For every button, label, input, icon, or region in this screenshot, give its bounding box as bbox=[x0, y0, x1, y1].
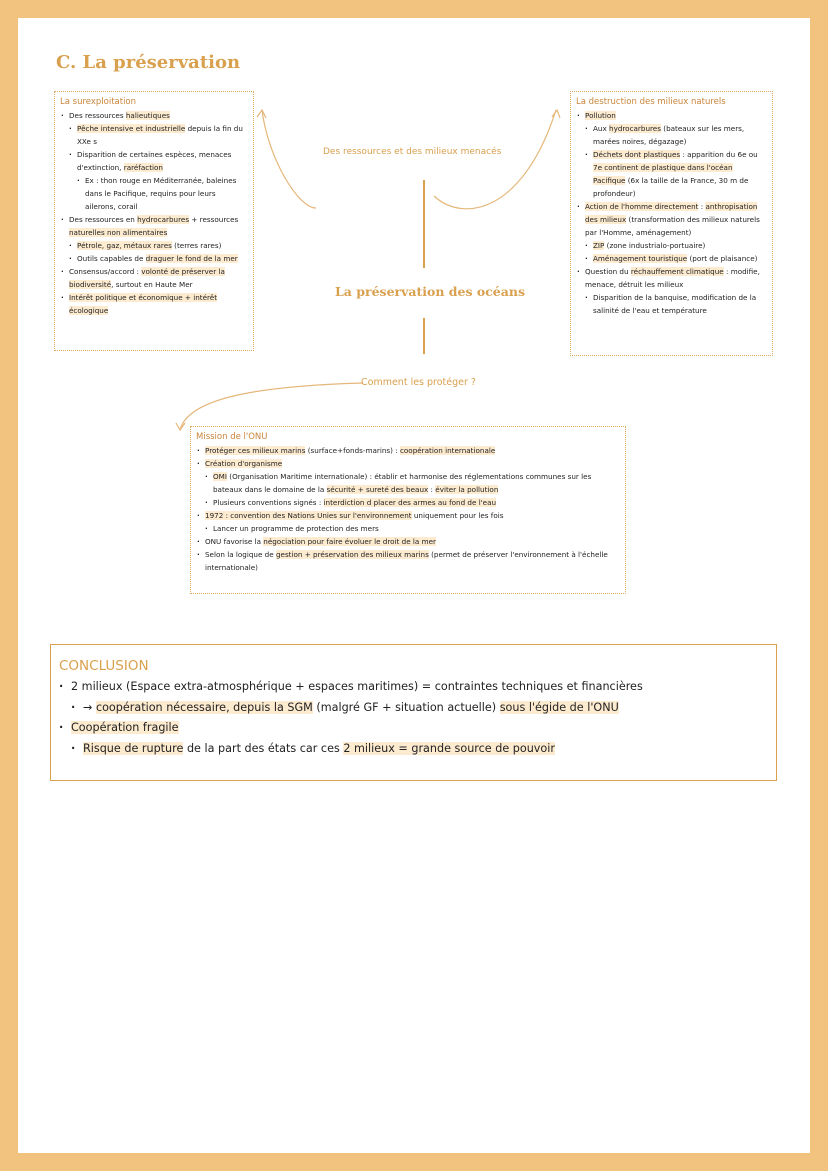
box-surexploitation bbox=[54, 91, 254, 351]
box-destruction bbox=[570, 91, 773, 356]
onu-item bbox=[204, 522, 620, 535]
text: (zone industrialo-portuaire) bbox=[604, 241, 706, 250]
highlighted-text: Coopération fragile bbox=[71, 721, 179, 734]
highlighted-text: réchauffement climatique bbox=[630, 267, 724, 276]
text: Des ressources en bbox=[69, 215, 138, 224]
vertical-line-bottom bbox=[423, 318, 425, 354]
text: (Organisation Maritime internationale) : établir et harmonise des réglementations communes sur les bateaux dans le domaine de la bbox=[213, 472, 592, 494]
highlighted-text: Pollution bbox=[585, 111, 616, 120]
highlighted-text: draguer le fond de la mer bbox=[145, 254, 238, 263]
conclusion-heading: CONCLUSION bbox=[59, 658, 149, 674]
destruction-item bbox=[584, 252, 767, 265]
surexploitation-item bbox=[60, 291, 248, 317]
text: Outils capables de bbox=[77, 254, 146, 263]
surexploitation-item bbox=[60, 109, 248, 122]
arrowhead-left bbox=[257, 110, 266, 118]
text: + ressources bbox=[189, 215, 239, 224]
text: Question du bbox=[585, 267, 631, 276]
text: Selon la logique de bbox=[205, 550, 276, 559]
surexploitation-item bbox=[60, 213, 248, 239]
highlighted-text: Pétrole, gaz, métaux rares bbox=[77, 241, 172, 250]
label-proteger: Comment les protéger ? bbox=[361, 377, 476, 388]
highlighted-text: OMI bbox=[213, 472, 227, 481]
highlighted-text: ZIP bbox=[593, 241, 605, 250]
arrow-to-destruction bbox=[434, 110, 556, 209]
highlighted-text: sous l'égide de l'ONU bbox=[499, 700, 619, 714]
destruction-item bbox=[584, 239, 767, 252]
onu-list bbox=[196, 444, 620, 574]
text: Consensus/accord : bbox=[69, 267, 142, 276]
onu-item bbox=[196, 444, 620, 457]
onu-item bbox=[196, 548, 620, 574]
onu-heading: Mission de l'ONU bbox=[196, 432, 268, 442]
box-onu bbox=[190, 426, 626, 594]
highlighted-text: 2 milieux = grande source de pouvoir bbox=[343, 741, 555, 755]
highlighted-text: hydrocarbures bbox=[137, 215, 190, 224]
onu-item bbox=[196, 509, 620, 522]
vertical-line-top bbox=[423, 180, 425, 268]
highlighted-text: éviter la pollution bbox=[435, 485, 499, 494]
text: (bateaux sur les mers, marées noires, dégazage) bbox=[593, 124, 745, 146]
text: : modifie, menace, détruit les milieux bbox=[585, 267, 760, 289]
highlighted-text: 1972 : convention des Nations Unies sur l'environnement bbox=[205, 511, 412, 520]
surexploitation-list bbox=[60, 109, 248, 317]
highlighted-text: raréfaction bbox=[123, 163, 163, 172]
text: Lancer un programme de protection des mers bbox=[213, 524, 379, 533]
highlighted-text: Création d'organisme bbox=[205, 459, 283, 468]
text: (terres rares) bbox=[171, 241, 222, 250]
highlighted-text: sécurité + sureté des beaux bbox=[326, 485, 429, 494]
highlighted-text: Protéger ces milieux marins bbox=[205, 446, 306, 455]
highlighted-text: gestion + préservation des milieux marins bbox=[275, 550, 429, 559]
destruction-item bbox=[576, 200, 767, 239]
center-title: La préservation des océans bbox=[335, 284, 525, 299]
surexploitation-item bbox=[68, 252, 248, 265]
text: , surtout en Haute Mer bbox=[111, 280, 193, 289]
destruction-item bbox=[576, 265, 767, 291]
arrow-to-onu bbox=[180, 383, 363, 430]
highlighted-text: coopération nécessaire, depuis la SGM bbox=[95, 700, 313, 714]
destruction-item bbox=[576, 109, 767, 122]
text: Des ressources bbox=[69, 111, 126, 120]
text: Aux bbox=[593, 124, 610, 133]
conclusion-box bbox=[50, 644, 777, 781]
text: Plusieurs conventions signés : bbox=[213, 498, 324, 507]
text: (malgré GF + situation actuelle) bbox=[312, 700, 500, 714]
text: (permet de préserver l'environnement à l'échelle internationale) bbox=[205, 550, 608, 572]
highlighted-text: naturelles non alimentaires bbox=[69, 228, 168, 237]
text: depuis la fin du XXe s bbox=[77, 124, 243, 146]
text: (surface+fonds-marins) : bbox=[305, 446, 400, 455]
destruction-item bbox=[584, 148, 767, 200]
conclusion-item bbox=[59, 718, 768, 739]
highlighted-text: Action de l'homme directement bbox=[585, 202, 699, 211]
highlighted-text: Pêche intensive et industrielle bbox=[77, 124, 186, 133]
text: de la part des états car ces bbox=[183, 741, 344, 755]
highlighted-text: anthropisation des milieux bbox=[585, 202, 758, 224]
highlighted-text: Intérêt politique et économique + intérêt écologique bbox=[69, 293, 218, 315]
highlighted-text: 7e continent de plastique dans l'océan Pacifique bbox=[593, 163, 733, 185]
highlighted-text: hydrocarbures bbox=[609, 124, 661, 133]
text: Disparition de la banquise, modification de la salinité de l'eau et température bbox=[593, 293, 757, 315]
text: : apparition du 6e ou bbox=[680, 150, 758, 159]
text: (transformation des milieux naturels par l'Homme, aménagement) bbox=[585, 215, 760, 237]
surexploitation-item bbox=[60, 265, 248, 291]
arrow-to-surexploitation bbox=[262, 110, 316, 208]
destruction-heading: La destruction des milieux naturels bbox=[576, 97, 726, 107]
surexploitation-item bbox=[76, 174, 248, 213]
surexploitation-item bbox=[68, 148, 248, 174]
highlighted-text: Risque de rupture bbox=[83, 741, 184, 755]
text: uniquement pour les fois bbox=[411, 511, 504, 520]
text: → bbox=[83, 700, 96, 714]
surexploitation-item bbox=[68, 239, 248, 252]
section-title: C. La préservation bbox=[56, 52, 241, 73]
text: Ex : thon rouge en Méditerranée, baleines dans le Pacifique, requins pour leurs ailerons, corail bbox=[85, 176, 237, 211]
highlighted-text: négociation pour faire évoluer le droit de la mer bbox=[263, 537, 436, 546]
page bbox=[18, 18, 810, 1153]
highlighted-text: interdiction d placer des armes au fond de l'eau bbox=[323, 498, 497, 507]
onu-item bbox=[196, 535, 620, 548]
conclusion-list bbox=[59, 677, 768, 759]
conclusion-item bbox=[71, 698, 768, 719]
text: 2 milieux (Espace extra-atmosphérique + espaces maritimes) = contraintes techniques et financières bbox=[71, 680, 643, 693]
onu-item bbox=[196, 457, 620, 470]
text: (6x la taille de la France, 30 m de profondeur) bbox=[593, 176, 749, 198]
text: (port de plaisance) bbox=[687, 254, 758, 263]
conclusion-item bbox=[71, 739, 768, 760]
highlighted-text: Aménagement touristique bbox=[593, 254, 688, 263]
highlighted-text: Déchets dont plastiques bbox=[593, 150, 681, 159]
conclusion-item bbox=[59, 677, 768, 698]
text: : bbox=[428, 485, 436, 494]
label-menaces: Des ressources et des milieux menacés bbox=[323, 147, 502, 157]
text: Disparition de certaines espèces, menaces d'extinction, bbox=[77, 150, 232, 172]
surexploitation-item bbox=[68, 122, 248, 148]
arrowhead-right bbox=[552, 110, 560, 118]
surexploitation-heading: La surexploitation bbox=[60, 97, 137, 107]
text: : bbox=[698, 202, 706, 211]
text: ONU favorise la bbox=[205, 537, 264, 546]
arrowhead-bottom bbox=[176, 423, 185, 430]
destruction-item bbox=[584, 122, 767, 148]
onu-item bbox=[204, 496, 620, 509]
highlighted-text: coopération internationale bbox=[399, 446, 496, 455]
highlighted-text: halieutiques bbox=[125, 111, 170, 120]
onu-item bbox=[204, 470, 620, 496]
destruction-item bbox=[584, 291, 767, 317]
destruction-list bbox=[576, 109, 767, 317]
highlighted-text: volonté de préserver la biodiversité bbox=[69, 267, 225, 289]
